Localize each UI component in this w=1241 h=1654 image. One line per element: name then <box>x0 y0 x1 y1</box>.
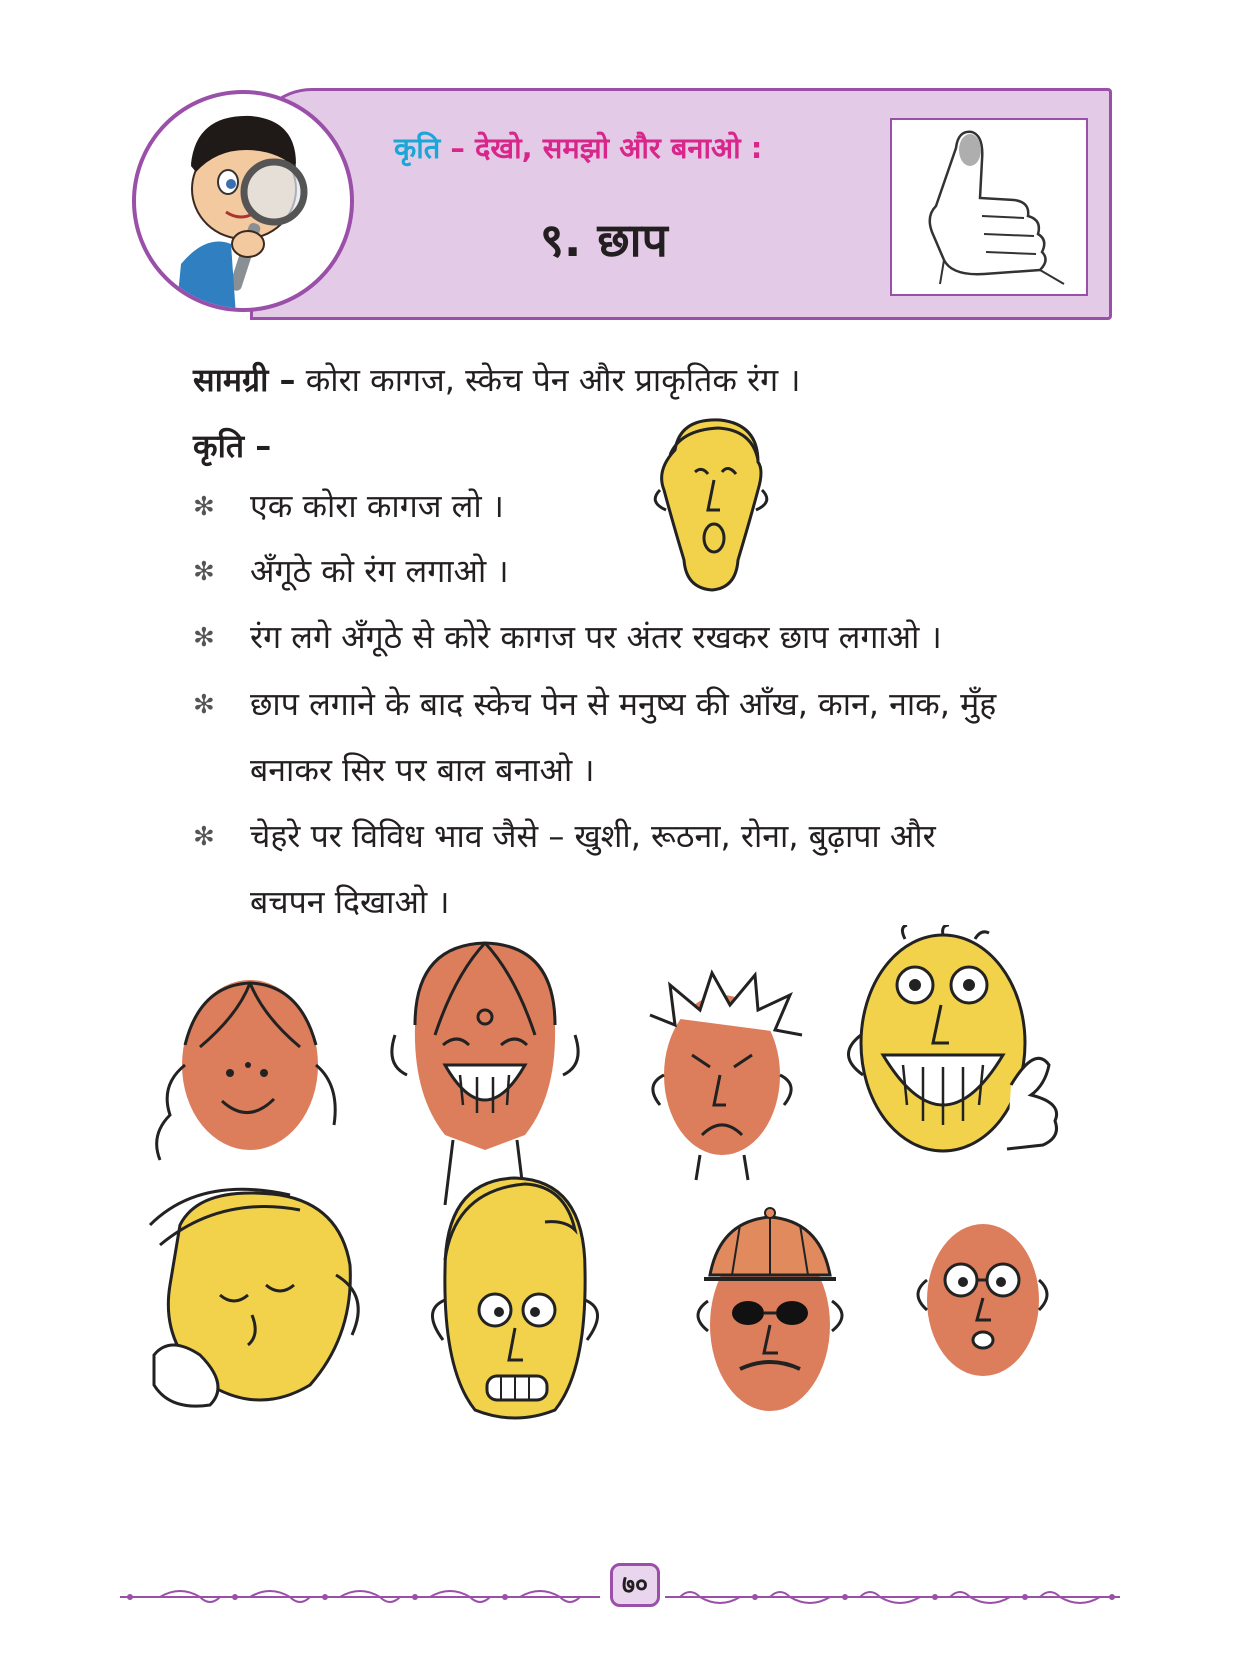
step-4-line-1: छाप लगाने के बाद स्केच पेन से मनुष्य की आँख, कान, नाक, मुँह <box>250 685 997 723</box>
bullet-icon: ✻ <box>193 690 215 720</box>
thumbprint-face-girl-braids <box>140 975 355 1175</box>
step-4-line-2: बनाकर सिर पर बाल बनाओ । <box>250 751 595 789</box>
activity-label <box>394 128 762 167</box>
activity-label-rest: – देखो, समझो और बनाओ : <box>440 131 763 165</box>
step-2: अँगूठे को रंग लगाओ । <box>250 552 509 590</box>
step-3: रंग लगे अँगूठे से कोरे कागज पर अंतर रखकर छाप लगाओ । <box>250 618 942 656</box>
activity-label-lead: कृति <box>394 131 441 165</box>
bullet-icon: ✻ <box>193 557 215 587</box>
step-5-line-1: चेहरे पर विविध भाव जैसे – खुशी, रूठना, रोना, बुढ़ापा और <box>250 817 936 855</box>
thumbprint-face-man-with-cap <box>680 1205 860 1420</box>
page-number: ७० <box>610 1563 660 1607</box>
bullet-icon: ✻ <box>193 623 215 653</box>
thumbprint-face-grumpy-old-man <box>630 965 810 1185</box>
step-5-line-2: बचपन दिखाओ । <box>250 883 450 921</box>
thumbprint-face-surprised-man <box>415 1170 615 1430</box>
activity-heading: कृति – <box>193 427 272 465</box>
thumbprint-face-sleeping <box>140 1185 375 1415</box>
materials-line <box>193 358 800 401</box>
thumbprint-face-grinning-thumbs-up <box>835 925 1075 1170</box>
thumbs-up-icon <box>892 120 1086 294</box>
thumbprint-face-old-man-glasses <box>905 1210 1055 1380</box>
lesson-title: ९. छाप <box>540 213 668 267</box>
thumbprint-illustration-box <box>890 118 1088 296</box>
boy-with-magnifier-illustration <box>136 94 354 312</box>
bullet-icon: ✻ <box>193 492 215 522</box>
materials-text: कोरा कागज, स्केच पेन और प्राकृतिक रंग । <box>295 361 801 399</box>
boy-with-magnifier-badge <box>132 90 354 312</box>
bullet-icon: ✻ <box>193 822 215 852</box>
materials-label: सामग्री – <box>193 361 296 399</box>
step-1: एक कोरा कागज लो । <box>250 487 504 525</box>
thumbprint-face-tongue-out <box>640 410 780 595</box>
thumbprint-face-woman-smiling <box>385 935 585 1210</box>
